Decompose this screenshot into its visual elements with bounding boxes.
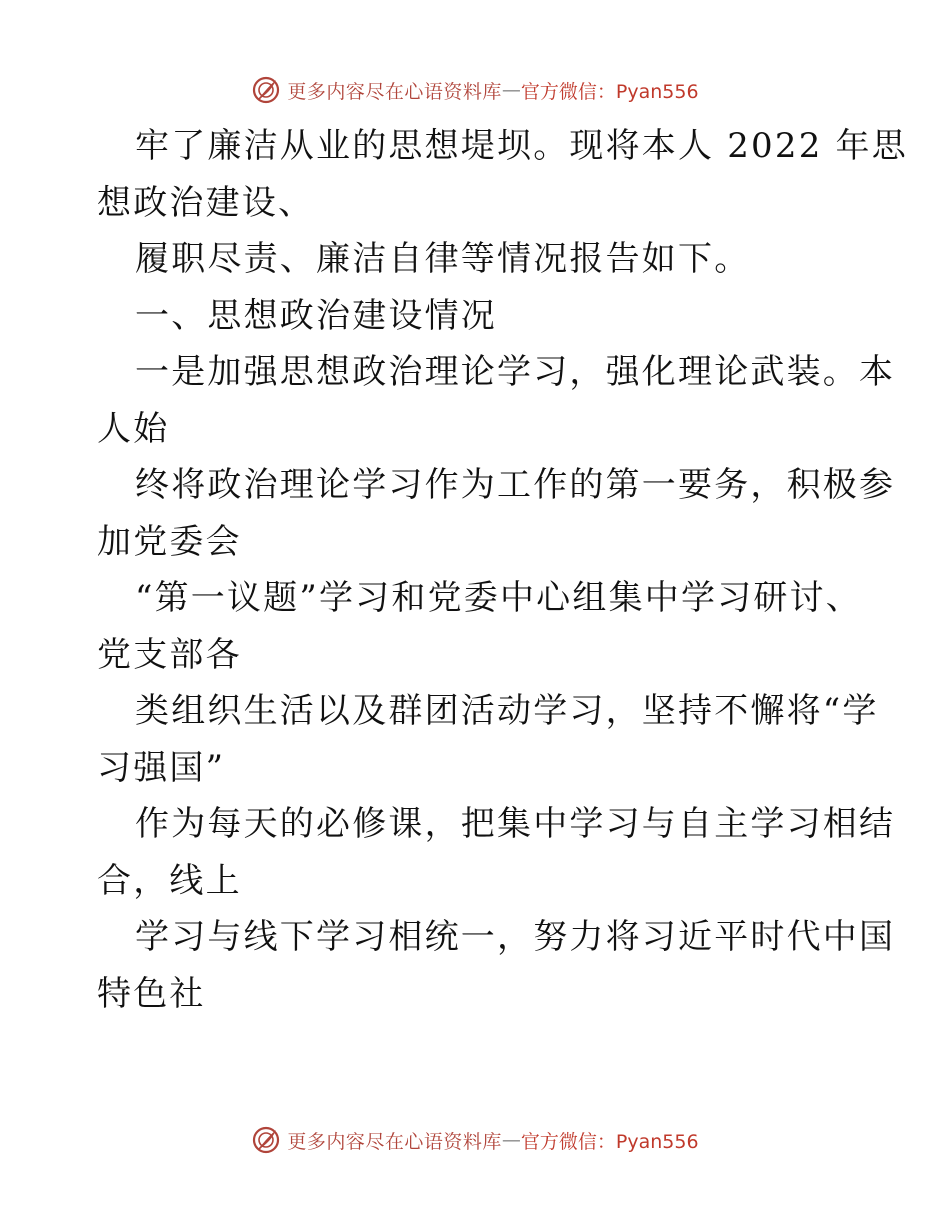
body-line: 一是加强思想政治理论学习，强化理论武装。本 bbox=[135, 352, 896, 392]
body-line: 终将政治理论学习作为工作的第一要务，积极参 bbox=[135, 465, 896, 505]
feather-quill-logo-icon bbox=[251, 75, 281, 105]
body-line: 类组织生活以及群团活动学习，坚持不懈将“学 bbox=[135, 691, 879, 731]
feather-quill-logo-icon bbox=[251, 1125, 281, 1155]
header-contact-text: 官方微信：Pyan556 bbox=[520, 80, 699, 103]
section-heading: 一、思想政治建设情况 bbox=[135, 295, 497, 336]
footer-contact-text: 官方微信：Pyan556 bbox=[520, 1130, 699, 1153]
body-line: 习强国” bbox=[97, 747, 226, 788]
body-line: 合，线上 bbox=[97, 860, 242, 901]
footer-separator: — bbox=[501, 1129, 521, 1151]
body-line: 人始 bbox=[97, 408, 170, 449]
body-line: 作为每天的必修课，把集中学习与自主学习相结 bbox=[135, 804, 896, 844]
header-promo-text: 更多内容尽在心语资料库 bbox=[287, 80, 502, 103]
body-line: 履职尽责、廉洁自律等情况报告如下。 bbox=[135, 239, 751, 279]
body-line: 牢了廉洁从业的思想堤坝。现将本人 2022 年思 bbox=[135, 126, 908, 166]
body-line: 特色社 bbox=[97, 973, 206, 1014]
footer-banner bbox=[0, 1120, 950, 1160]
body-line: 学习与线下学习相统一，努力将习近平时代中国 bbox=[135, 917, 896, 957]
body-line: 党支部各 bbox=[97, 634, 242, 675]
header-separator: — bbox=[501, 79, 521, 101]
footer-promo-text: 更多内容尽在心语资料库 bbox=[287, 1130, 502, 1153]
header-banner bbox=[0, 70, 950, 110]
body-line: 加党委会 bbox=[97, 521, 242, 562]
body-line: 想政治建设、 bbox=[97, 182, 315, 223]
document-body bbox=[97, 118, 908, 1022]
body-line: “第一议题”学习和党委中心组集中学习研讨、 bbox=[135, 578, 862, 618]
